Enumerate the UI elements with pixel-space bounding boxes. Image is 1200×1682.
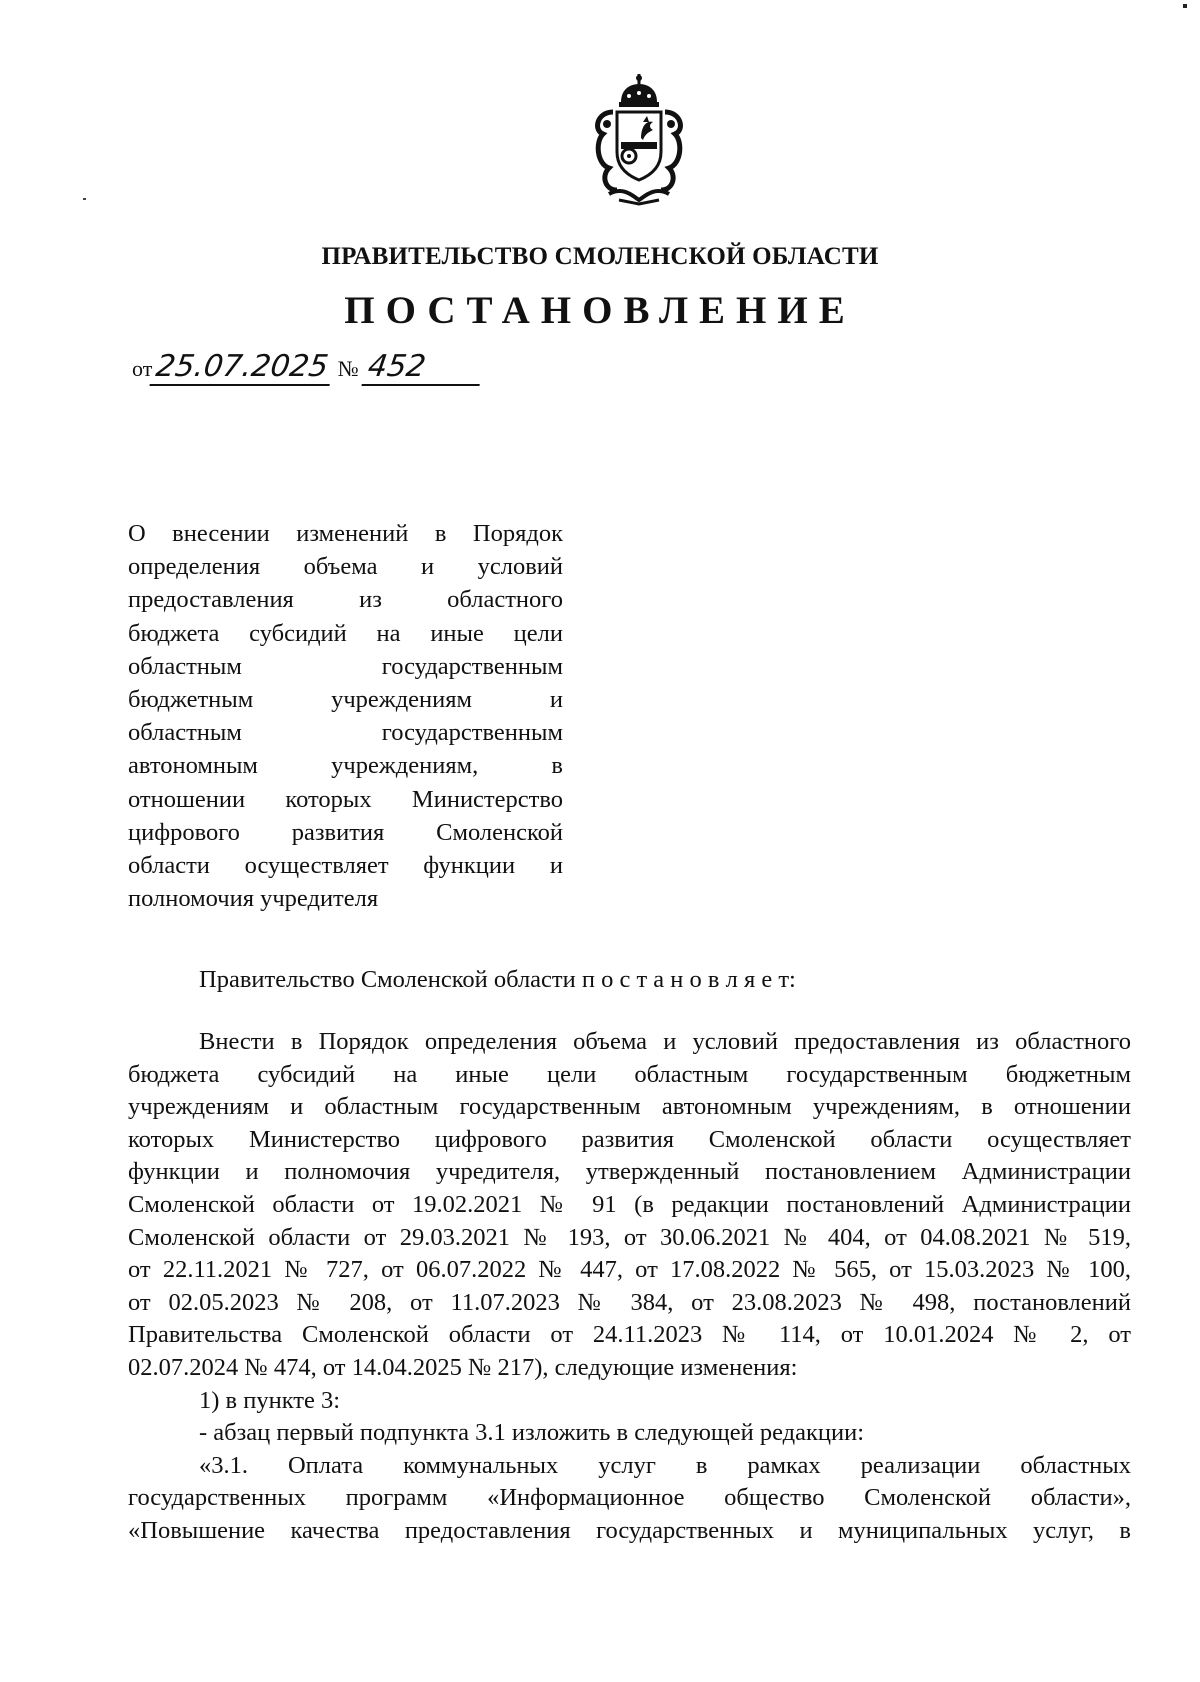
body-line: - абзац первый подпункта 3.1 изложить в следующей редакции: bbox=[199, 1419, 865, 1447]
document-body bbox=[128, 1026, 1131, 1548]
body-line: «Повышение качества предоставления государственных и муниципальных услуг, в bbox=[128, 1516, 1131, 1544]
title-line: автономным учреждениям, в bbox=[128, 752, 563, 780]
handwritten-number: 452 bbox=[362, 350, 485, 386]
number-prefix: № bbox=[337, 356, 359, 381]
title-line: областным государственным bbox=[128, 652, 563, 680]
title-line: цифрового развития Смоленской bbox=[128, 818, 563, 846]
title-line: определения объема и условий bbox=[128, 553, 563, 581]
document-title bbox=[128, 517, 563, 915]
scan-speck bbox=[1183, 4, 1187, 8]
coat-of-arms-icon bbox=[583, 72, 695, 206]
body-line: Смоленской области от 29.03.2021 № 193, от 30.06.2021 № 404, от 04.08.2021 № 519, bbox=[128, 1223, 1131, 1251]
body-line: Правительства Смоленской области от 24.11.2023 № 114, от 10.01.2024 № 2, от bbox=[128, 1321, 1131, 1349]
date-prefix: от bbox=[132, 356, 153, 381]
scan-speck bbox=[83, 198, 86, 200]
preamble: Правительство Смоленской области п о с т а н о в л я е т: bbox=[199, 966, 796, 993]
body-line: государственных программ «Информационное общество Смоленской области», bbox=[128, 1484, 1131, 1512]
body-line: от 02.05.2023 № 208, от 11.07.2023 № 384, от 23.08.2023 № 498, постановлений bbox=[128, 1288, 1131, 1316]
title-line: О внесении изменений в Порядок bbox=[128, 520, 563, 547]
title-line: предоставления из областного bbox=[128, 586, 563, 614]
body-line: которых Министерство цифрового развития Смоленской области осуществляет bbox=[128, 1125, 1131, 1153]
body-line: 1) в пункте 3: bbox=[199, 1386, 341, 1414]
body-line: функции и полномочия учредителя, утвержденный постановлением Администрации bbox=[128, 1158, 1131, 1186]
handwritten-date: 25.07.2025 bbox=[150, 350, 335, 386]
body-line: учреждениям и областным государственным автономным учреждениям, в отношении bbox=[128, 1093, 1131, 1121]
title-line: бюджета субсидий на иные цели bbox=[128, 619, 563, 647]
title-line: области осуществляет функции и bbox=[128, 852, 563, 880]
title-line: отношении которых Министерство bbox=[128, 785, 563, 813]
organization-name: ПРАВИТЕЛЬСТВО СМОЛЕНСКОЙ ОБЛАСТИ bbox=[321, 243, 879, 270]
title-line: бюджетным учреждениям и bbox=[128, 686, 563, 714]
title-line: областным государственным bbox=[128, 719, 563, 747]
body-line: 02.07.2024 № 474, от 14.04.2025 № 217), следующие изменения: bbox=[128, 1353, 798, 1381]
body-line: от 22.11.2021 № 727, от 06.07.2022 № 447, от 17.08.2022 № 565, от 15.03.2023 № 100, bbox=[128, 1256, 1131, 1284]
body-line: «3.1. Оплата коммунальных услуг в рамках реализации областных bbox=[199, 1451, 1131, 1479]
body-line: Внести в Порядок определения объема и условий предоставления из областного bbox=[199, 1028, 1131, 1055]
date-number-line bbox=[132, 350, 482, 390]
document-type: ПОСТАНОВЛЕНИЕ bbox=[344, 289, 856, 332]
body-line: бюджета субсидий на иные цели областным государственным бюджетным bbox=[128, 1060, 1131, 1088]
title-line: полномочия учредителя bbox=[128, 885, 379, 913]
body-line: Смоленской области от 19.02.2021 № 91 (в редакции постановлений Администрации bbox=[128, 1190, 1131, 1218]
